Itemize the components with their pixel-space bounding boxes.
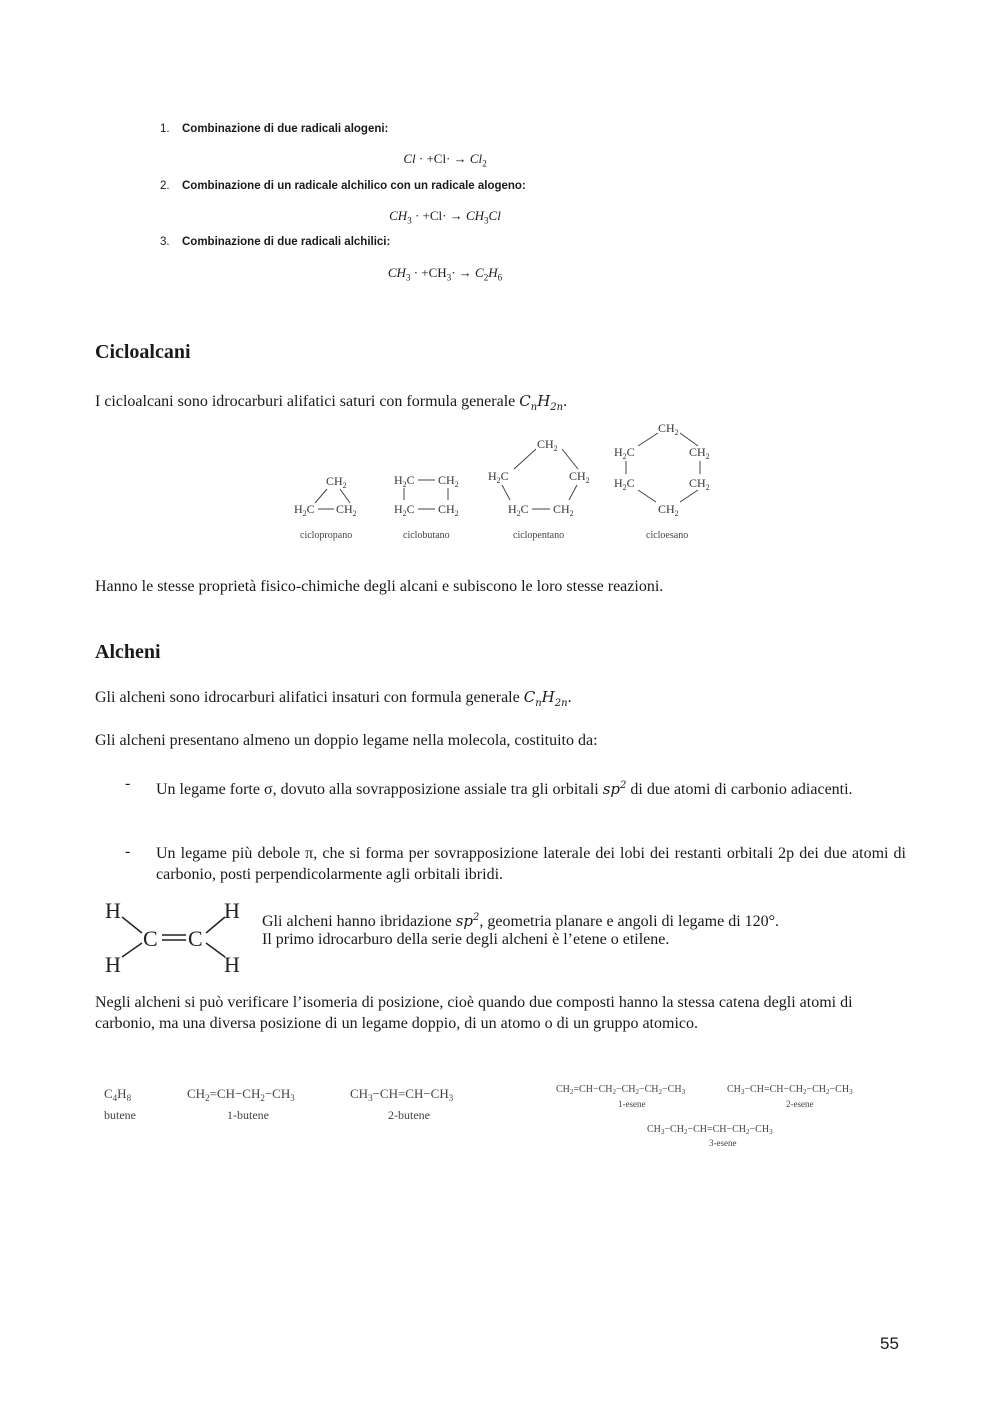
- list-text: Combinazione di due radicali alogeni:: [182, 123, 389, 135]
- svg-text:H2C: $H_2C$: [614, 445, 635, 461]
- svg-text:H2C: $H_2C$: [488, 469, 509, 485]
- label-cicloesano: cicloesano: [646, 530, 689, 541]
- svg-text:H2C: $H_2C$: [508, 502, 529, 518]
- svg-text:CH3−CH2−CH=CH−CH2−CH3: $CH_3-CH_2-CH=CH-CH_2-CH_3$: [647, 1124, 773, 1136]
- svg-text:CH2: $CH_2$: [689, 476, 710, 492]
- svg-text:C: C: [188, 926, 203, 951]
- bullet-dash: -: [125, 775, 131, 792]
- section-title-cicloalcani: Cicloalcani: [95, 341, 191, 363]
- svg-text:CH2: $CH_2$: [569, 469, 590, 485]
- svg-text:CH2: $CH_2$: [537, 437, 558, 453]
- page-number: 55: [880, 1334, 899, 1353]
- svg-text:CH2: $CH_2$: [336, 502, 357, 518]
- list-text: Combinazione di un radicale alchilico con un radicale alogeno:: [182, 180, 526, 192]
- label-ciclopropano: ciclopropano: [300, 530, 353, 541]
- svg-text:H2C: $H_2C$: [294, 502, 315, 518]
- svg-text:H: H: [224, 952, 240, 977]
- label-1-esene: 1-esene: [618, 1099, 646, 1109]
- svg-text:H2C: $H_2C$: [394, 502, 415, 518]
- cycloalkane-structures: [280, 418, 730, 548]
- label-2-esene: 2-esene: [786, 1099, 814, 1109]
- svg-text:CH2: $CH_2$: [326, 474, 347, 490]
- label-ciclopentano: ciclopentano: [513, 530, 565, 541]
- list-item: [160, 180, 526, 192]
- svg-text:CH2: $CH_2$: [658, 421, 679, 437]
- list-item: [160, 236, 390, 248]
- list-text: Combinazione di due radicali alchilici:: [182, 236, 391, 248]
- svg-text:CH2: $CH_2$: [658, 502, 679, 518]
- label-ciclobutano: ciclobutano: [403, 530, 450, 541]
- alcheni-etene: Il primo idrocarburo della serie degli alcheni è l’etene o etilene.: [262, 931, 670, 948]
- alcheni-ibridazione: Gli alcheni hanno ibridazione $sp^2$, geometria planare e angoli di legame di 120°.: [262, 912, 780, 930]
- list-number: 2.: [160, 180, 170, 192]
- svg-text:CH2=CH−CH2−CH2−CH2−CH3: $CH_2=CH-CH_2-CH_2-CH_2-CH_3$: [556, 1084, 686, 1096]
- svg-text:CH3−CH=CH−CH2−CH2−CH3: $CH_3-CH=CH-CH_2-CH_2-CH_3$: [727, 1084, 853, 1096]
- alcheni-legame: Gli alcheni presentano almeno un doppio legame nella molecola, costituito da:: [95, 732, 598, 749]
- isomer-examples: [100, 1075, 900, 1155]
- list-number: 1.: [160, 123, 170, 135]
- svg-text:C4H8: $C_4H_8$: [104, 1086, 132, 1103]
- equation-3: $CH_3 \cdot +CH_3\cdot \to C_2H_6$: [387, 265, 503, 283]
- svg-text:CH3−CH=CH−CH3: $CH_3-CH=CH-CH_3$: [350, 1086, 454, 1103]
- list-item: [160, 123, 388, 135]
- svg-text:CH2: $CH_2$: [438, 502, 459, 518]
- label-3-esene: 3-esene: [709, 1138, 737, 1148]
- svg-text:H: H: [105, 952, 121, 977]
- svg-text:C: C: [143, 926, 158, 951]
- label-butene: butene: [104, 1108, 136, 1122]
- svg-text:CH2: $CH_2$: [553, 502, 574, 518]
- svg-text:CH2: $CH_2$: [689, 445, 710, 461]
- svg-text:CH2: $CH_2$: [438, 473, 459, 489]
- svg-text:CH2=CH−CH2−CH3: $CH_2=CH-CH_2-CH_3$: [187, 1086, 295, 1103]
- equation-2: $CH_3 \cdot +Cl\cdot \to CH_3Cl$: [389, 208, 501, 226]
- bullet-text: Un legame più debole π, che si forma per sovrapposizione laterale dei lobi dei restanti orbitali 2p dei due atomi di carbonio, posti perpendicolarmente agli orbitali ibridi.: [156, 845, 906, 883]
- equation-1: $Cl \cdot +Cl\cdot \to Cl_2$: [403, 151, 487, 169]
- label-2-butene: 2-butene: [388, 1108, 430, 1122]
- cicloalcani-intro: I cicloalcani sono idrocarburi alifatici saturi con formula generale $C_nH_{2n}$.: [95, 392, 568, 413]
- svg-text:H2C: $H_2C$: [614, 476, 635, 492]
- bullet-dash: -: [125, 843, 131, 860]
- alcheni-intro: Gli alcheni sono idrocarburi alifatici insaturi con formula generale $C_nH_{2n}$.: [95, 688, 572, 709]
- cicloalcani-note: Hanno le stesse proprietà fisico-chimiche degli alcani e subiscono le loro stesse reazioni.: [95, 578, 664, 595]
- bullet-text: Un legame forte σ, dovuto alla sovrapposizione assiale tra gli orbitali $sp^2$ di due atomi di carbonio adiacenti.: [156, 780, 853, 798]
- label-1-butene: 1-butene: [227, 1108, 269, 1122]
- svg-text:H: H: [224, 898, 240, 923]
- list-number: 3.: [160, 236, 170, 248]
- svg-text:H: H: [105, 898, 121, 923]
- svg-text:H2C: $H_2C$: [394, 473, 415, 489]
- etene-structure: [100, 895, 260, 980]
- alcheni-isomeria: Negli alcheni si può verificare l’isomeria di posizione, cioè quando due composti hanno la stessa catena degli atomi di carbonio, ma una diversa posizione di un legame doppio, di un atomo o di un gruppo atomico.: [95, 994, 853, 1032]
- section-title-alcheni: Alcheni: [95, 641, 161, 663]
